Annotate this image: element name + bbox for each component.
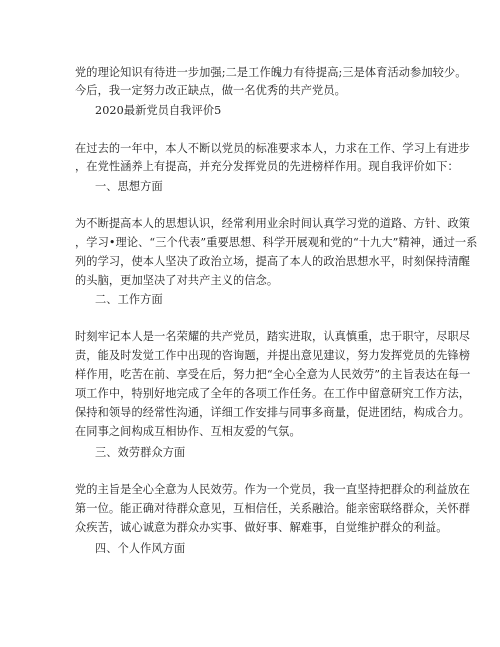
section-heading: 四、个人作风方面 <box>95 542 186 555</box>
paragraph-line: ，在党性涵养上有提高，并充分发挥党员的先进榜样作用。现自我评价如下： <box>75 160 459 173</box>
paragraph-line: 第一位。能正确对待群众意见，互相信任，关系融洽。能亲密联络群众，关怀群 <box>75 502 471 515</box>
section-title: 2020最新党员自我评价5 <box>95 104 222 117</box>
paragraph-line: 在过去的一年中，本人不断以党员的标准要求本人，力求在工作、学习上有进步 <box>75 142 471 155</box>
paragraph-line: 党的理论知识有待进一步加强;二是工作魄力有待提高;三是体育活动参加较少。 <box>75 66 467 79</box>
paragraph-line: 今后，我一定努力改正缺点，做一名优秀的共产党员。 <box>75 84 346 97</box>
paragraph-line: 的头脑，更加坚决了对共产主义的信念。 <box>75 274 279 287</box>
section-heading: 三、效劳群众方面 <box>95 446 186 459</box>
paragraph-line: 时刻牢记本人是一名荣耀的共产党员，踏实进取，认真慎重，忠于职守，尽职尽 <box>75 330 471 343</box>
paragraph-line: 项工作中，特别好地完成了全年的各项工作任务。在工作中留意研究工作方法， <box>75 387 471 400</box>
paragraph-line: 保持和领导的经常性沟通，详细工作安排与同事多商量，促进团结，构成合力。 <box>75 406 471 419</box>
paragraph-line: 为不断提高本人的思想认识，经常利用业余时间认真学习党的道路、方针、政策 <box>75 217 471 230</box>
paragraph-line: 样作用，吃苦在前、享受在后，努力把“全心全意为人民效劳”的主旨表达在每一 <box>75 368 471 381</box>
paragraph-line: 列的学习，使本人坚决了政治立场，提高了本人的政治思想水平，时刻保持清醒 <box>75 255 471 268</box>
paragraph-line: ，学习•理论、“三个代表”重要思想、科学开展观和党的“十九大”精神，通过一系 <box>75 236 478 249</box>
paragraph-line: 责，能及时发觉工作中出现的咨询题，并提出意见建议，努力发挥党员的先锋榜 <box>75 349 471 362</box>
section-heading: 二、工作方面 <box>95 293 163 306</box>
paragraph-line: 在同事之间构成互相协作、互相友爱的气氛。 <box>75 425 301 438</box>
section-heading: 一、思想方面 <box>95 180 163 193</box>
paragraph-line: 众疾苦，诚心诚意为群众办实事、做好事、解难事，自觉维护群众的利益。 <box>75 521 448 534</box>
paragraph-line: 党的主旨是全心全意为人民效劳。作为一个党员，我一直坚持把群众的利益放在 <box>75 483 471 496</box>
